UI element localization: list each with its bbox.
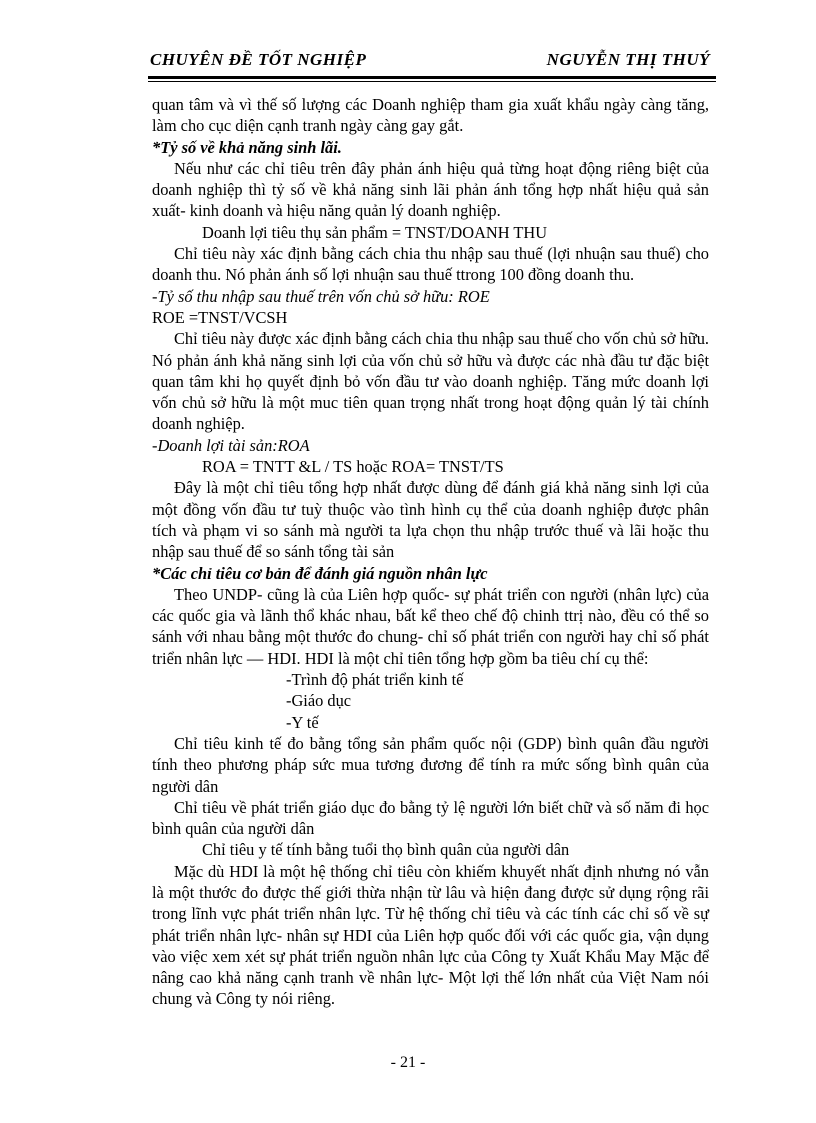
page-number: - 21 -	[390, 1054, 426, 1071]
formula: ROE =TNST/VCSH	[152, 307, 288, 327]
section-heading: *Các chỉ tiêu cơ bản để đánh giá nguồn nhân lực	[152, 563, 488, 583]
paragraph: quan tâm và vì thế số lượng các Doanh nghiệp tham gia xuất khẩu ngày càng tăng, làm cho cục diện cạnh tranh ngày càng gay gắt.	[152, 95, 709, 136]
subheading: -Tỷ số thu nhập sau thuế trên vốn chủ sở hữu: ROE	[152, 286, 490, 306]
paragraph: Chỉ tiêu kinh tế đo bằng tổng sản phẩm quốc nội (GDP) bình quân đầu người tính theo phương pháp sức mua tương đương để tính ra mức sống bình quân của người dân	[152, 733, 709, 796]
paragraph: Chỉ tiêu về phát triển giáo dục đo bằng tỷ lệ người lớn biết chữ và số năm đi học bình quân của người dân	[152, 797, 709, 839]
paragraph: Theo UNDP- cũng là của Liên hợp quốc- sự phát triển con người (nhân lực) của các quốc gia và lãnh thổ khác nhau, bất kể theo chế độ chinh ttrị nào, đều có thể so sánh với nhau bằng một thước đo chung- chỉ số phát triển con người hay chỉ số phát triển nhân lực — HDI. HDI là một chỉ tiên tổng hợp gồm ba tiêu chí cụ thể:	[152, 584, 709, 668]
page-body	[152, 94, 709, 1010]
paragraph: Chỉ tiêu y tế tính bằng tuổi thọ bình quân của người dân	[202, 840, 570, 860]
list-item: -Trình độ phát triển kinh tế	[286, 670, 464, 690]
header-rule-thick	[148, 76, 716, 79]
header-author: NGUYỄN THỊ THUÝ	[546, 50, 710, 69]
formula: Doanh lợi tiêu thụ sản phẩm = TNST/DOANH THU	[202, 222, 548, 242]
page-header	[150, 47, 710, 77]
section-heading: *Tỷ số về khả năng sinh lãi.	[152, 137, 342, 157]
formula: ROA = TNTT &L / TS hoặc ROA= TNST/TS	[202, 457, 504, 477]
paragraph: Nếu như các chỉ tiêu trên đây phản ánh hiệu quả từng hoạt động riêng biệt của doanh nghiệp thì tỷ số về khả năng sinh lãi phản ánh tổng hợp nhất hiệu quả sản xuất- kinh doanh và hiệu năng quản lý doanh nghiệp.	[152, 158, 709, 221]
paragraph: Chỉ tiêu này xác định bằng cách chia thu nhập sau thuế (lợi nhuận sau thuế) cho doanh thu. Nó phản ánh số lợi nhuận sau thuế ttrong 100 đồng doanh thu.	[152, 244, 709, 285]
paragraph: Đây là một chỉ tiêu tổng hợp nhất được dùng để đánh giá khả năng sinh lợi của một đồng vốn đầu tư tuỳ thuộc vào tình hình cụ thể của doanh nghiệp được phân tích và phạm vi so sánh mà người ta lựa chọn thu nhập trước thuế và lãi hoặc thu nhập sau thuế để so sánh tổng tài sản	[152, 478, 709, 562]
header-rule-thin	[148, 81, 716, 82]
list-item: -Y tế	[286, 712, 319, 732]
paragraph: Chỉ tiêu này được xác định bằng cách chia thu nhập sau thuế cho vốn chủ sở hữu. Nó phản ánh khả năng sinh lợi của vốn chủ sở hữu và được các nhà đầu tư đặc biệt quan tâm khi họ quyết định bỏ vốn đầu tư vào doanh nghiệp. Tăng mức doanh lợi vốn chủ sở hữu là một muc tiên quan trọng nhất trong hoạt động quản lý tài chính doanh nghiệp.	[152, 329, 709, 434]
paragraph: Mặc dù HDI là một hệ thống chỉ tiêu còn khiếm khuyết nhất định nhưng nó vẫn là một thước đo được thế giới thừa nhận từ lâu và hiện đang được sử dụng rộng rãi trong lĩnh vực phát triển nhân lực. Từ hệ thống chỉ tiêu và các tính các chỉ số về sự phát triển nhân lực- nhân sự HDI của Liên hợp quốc đối với các quốc gia, vận dụng vào việc xem xét sự phát triển nguồn nhân lực của Công ty Xuất Khẩu May Mặc để nâng cao khả năng cạnh tranh về nhân lực- Một lợi thế lớn nhất của Việt Nam nói chung và Công ty nói riêng.	[152, 861, 709, 1009]
list-item: -Giáo dục	[286, 691, 352, 711]
subheading: -Doanh lợi tài sản:ROA	[152, 435, 310, 455]
header-title: CHUYÊN ĐỀ TỐT NGHIỆP	[150, 50, 367, 69]
